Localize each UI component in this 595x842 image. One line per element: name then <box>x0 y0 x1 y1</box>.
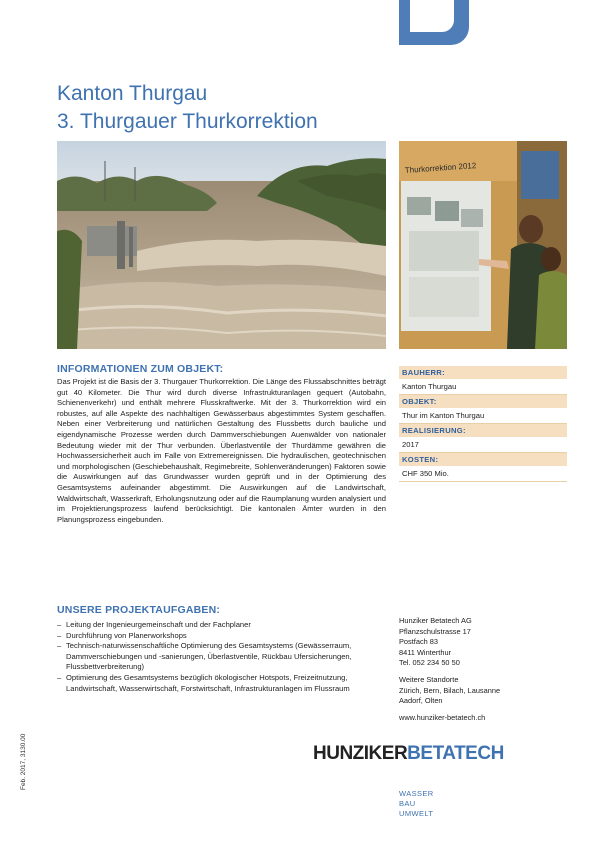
website-link[interactable]: www.hunziker-betatech.ch <box>399 712 486 722</box>
logo-text-right: BETATECH <box>407 743 504 764</box>
title-line-1: Kanton Thurgau <box>57 82 208 105</box>
tagline-word: BAU <box>399 799 416 808</box>
locations-line-2: Aadorf, Olten <box>399 696 443 706</box>
fact-label: KOSTEN: <box>399 453 567 466</box>
tagline-word: UMWELT <box>399 809 434 818</box>
footer-code: Feb. 2017, 3130.00 <box>20 733 27 790</box>
city: 8411 Winterthur <box>399 647 452 657</box>
tasks-list <box>57 620 386 694</box>
exhibition-photo <box>399 141 567 349</box>
company-name: Hunziker Betatech AG <box>399 616 472 625</box>
top-logo-mark-cutout <box>410 0 454 32</box>
tasks-heading: UNSERE PROJEKTAUFGABEN: <box>57 604 221 616</box>
list-item: – Durchführung von Planerworkshops <box>57 630 187 640</box>
fact-value: 2017 <box>399 437 567 453</box>
street: Pflanzschulstrasse 17 <box>399 626 471 636</box>
fact-row <box>399 395 567 424</box>
tagline-word: WASSER <box>399 789 434 798</box>
page-title <box>57 80 318 136</box>
fact-row <box>399 453 567 482</box>
tagline <box>399 789 434 819</box>
tasks-list-container <box>57 620 386 694</box>
pobox: Postfach 83 <box>399 637 439 647</box>
locations-line-1: Zürich, Bern, Bilach, Lausanne <box>399 685 501 695</box>
fact-value: Kanton Thurgau <box>399 379 567 395</box>
logo-text-left: HUNZIKER <box>313 743 408 764</box>
list-item: – Leitung der Ingenieurgemeinschaft und der Fachplaner <box>57 620 251 629</box>
list-item: – Optimierung des Gesamtsystems bezüglich ökologischer Hotspots, Freizeitnutzung, Landwirtschaft, Wasserwirtschaft, Forstwirtschaft, Infrastrukturanlagen im Flussraum <box>57 672 350 693</box>
list-item: – Technisch-naturwissenschaftliche Optimierung des Gesamtsystems (Gewässerraum, Dammverschiebungen und -sanierungen, Überlastventile, Rückbau Ufersicherungen, Flussbettverbreiterung) <box>57 641 352 672</box>
fact-value: CHF 350 Mio. <box>399 466 567 482</box>
title-line-2: 3. Thurgauer Thurkorrektion <box>57 110 318 133</box>
fact-row <box>399 424 567 453</box>
poster-text: Thurkorrektion 2012 <box>404 161 477 175</box>
facts-table <box>399 366 567 482</box>
company-logo <box>313 743 513 769</box>
fact-label: BAUHERR: <box>399 366 567 379</box>
phone: Tel. 052 234 50 50 <box>399 658 460 668</box>
fact-label: REALISIERUNG: <box>399 424 567 437</box>
fact-value: Thur im Kanton Thurgau <box>399 408 567 424</box>
info-heading: INFORMATIONEN ZUM OBJEKT: <box>57 363 224 375</box>
fact-label: OBJEKT: <box>399 395 567 408</box>
contact-block <box>399 616 567 723</box>
river-photo <box>57 141 386 349</box>
info-text: Das Projekt ist die Basis der 3. Thurgauer Thurkorrektion. Die Länge des Flussabschnittes beträgt gut 40 Kilometer. Die Thur wird durch diverse Infrastrukturanlagen gequert (Autobahn, Schienenverkehr) und enthält mehrere Flusskraftwerke. Mit der 3. Thurkorrektion wird ein robustes, auf alle Aspekte des nachhaltigen Gewässerbaus abgestimmtes System geschaffen. Neben einer Verbreiterung und natürlichen Gestaltung des Flussbetts durch bauliche und eigendynamische Prozesse werden durch Dammverschiebungen Auenwälder von nationaler Bedeutung wieder mit der Thur verbunden. Überlastventile der Thurdämme gewähren die Hochwassersicherheit auch im Falle von Extremereignissen. Die hydraulischen, geotechnischen und morphologischen (Geschiebehaushalt, Regimebreite, Sohlenveränderungen) Faktoren sowie die Auswirkungen auf das Grundwasser wurden geprüft und in der Optimierung des Gesamtsystems aufeinander abgestimmt. Die Auswirkungen auf die Landwirtschaft, Waldwirtschaft, Wasserkraft, Erholungsnutzung oder auf die Raumplanung wurden analysiert und im Projektierungsprozess laufend berücksichtigt. Die kantonalen Ämter wurden in den Planungsprozess eingebunden. <box>57 377 386 524</box>
fact-row <box>399 366 567 395</box>
locations-heading: Weitere Standorte <box>399 674 459 684</box>
